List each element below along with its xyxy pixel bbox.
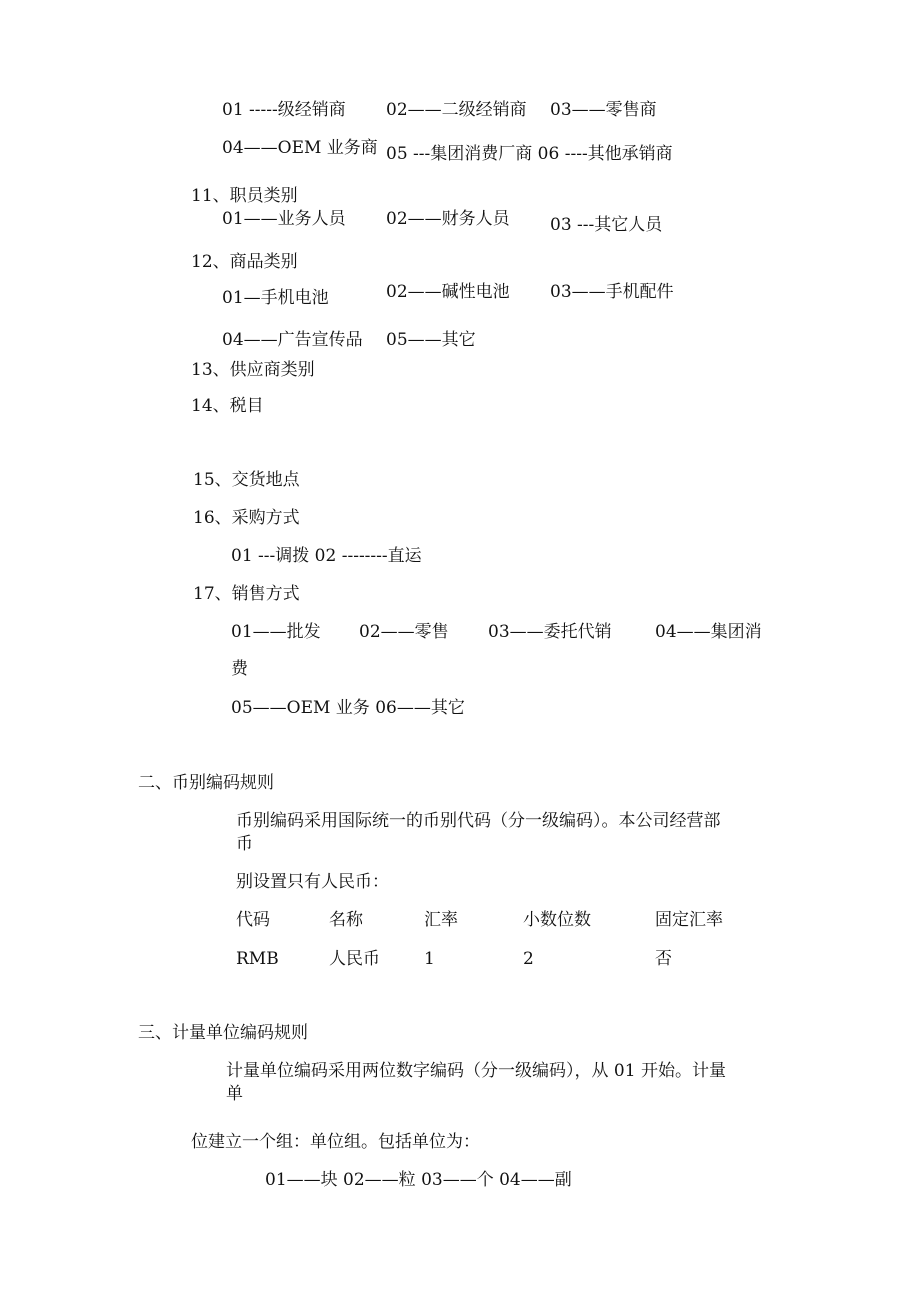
currency-cell-name: 人民币	[329, 949, 380, 969]
section2-heading: 二、币别编码规则	[138, 773, 274, 793]
section3-para-line2: 单	[226, 1084, 243, 1104]
heading-13: 13、供应商类别	[191, 360, 315, 380]
heading-15: 15、交货地点	[193, 470, 300, 490]
heading-16: 16、采购方式	[193, 508, 300, 528]
section2-para-line3: 别设置只有人民币：	[236, 872, 389, 892]
heading-14: 14、税目	[191, 396, 264, 416]
sales-method-01: 01——批发	[231, 622, 321, 642]
sales-method-05-06: 05——OEM 业务 06——其它	[231, 698, 465, 718]
product-type-01: 01—手机电池	[222, 288, 329, 308]
heading-12: 12、商品类别	[191, 252, 298, 272]
customer-type-01: 01 -----级经销商	[222, 100, 346, 120]
heading-11: 11、职员类别	[191, 186, 298, 206]
customer-type-04: 04——OEM 业务商	[222, 138, 378, 158]
sales-method-04-cont: 费	[231, 659, 248, 679]
currency-header-code: 代码	[236, 910, 270, 930]
section3-heading: 三、计量单位编码规则	[138, 1023, 308, 1043]
section3-para-line1: 计量单位编码采用两位数字编码（分一级编码），从 01 开始。计量	[226, 1061, 726, 1081]
currency-header-name: 名称	[329, 910, 363, 930]
sales-method-02: 02——零售	[359, 622, 449, 642]
staff-type-03: 03 ---其它人员	[550, 215, 663, 235]
heading-17: 17、销售方式	[193, 584, 300, 604]
currency-header-rate: 汇率	[424, 910, 458, 930]
currency-cell-fixed-rate: 否	[655, 949, 672, 969]
product-type-02: 02——碱性电池	[386, 282, 510, 302]
currency-cell-rate: 1	[424, 949, 435, 969]
product-type-04: 04——广告宣传品	[222, 330, 363, 350]
sales-method-04: 04——集团消	[655, 622, 762, 642]
unit-list: 01——块 02——粒 03——个 04——副	[265, 1170, 572, 1190]
staff-type-02: 02——财务人员	[386, 209, 510, 229]
product-type-05: 05——其它	[386, 330, 476, 350]
product-type-03: 03——手机配件	[550, 282, 674, 302]
currency-cell-code: RMB	[236, 949, 279, 969]
customer-type-05-06: 05 ---集团消费厂商 06 ----其他承销商	[386, 144, 673, 164]
purchase-methods: 01 ---调拨 02 --------直运	[231, 546, 422, 566]
currency-cell-decimals: 2	[523, 949, 534, 969]
staff-type-01: 01——业务人员	[222, 209, 346, 229]
customer-type-02: 02——二级经销商	[386, 100, 527, 120]
currency-header-decimals: 小数位数	[523, 910, 591, 930]
section2-para-line2: 币	[236, 834, 253, 854]
currency-header-fixed-rate: 固定汇率	[655, 910, 723, 930]
sales-method-03: 03——委托代销	[488, 622, 612, 642]
customer-type-03: 03——零售商	[550, 100, 657, 120]
section2-para-line1: 币别编码采用国际统一的币别代码（分一级编码）。本公司经营部	[236, 811, 721, 831]
section3-para-line3: 位建立一个组：单位组。包括单位为：	[191, 1132, 480, 1152]
